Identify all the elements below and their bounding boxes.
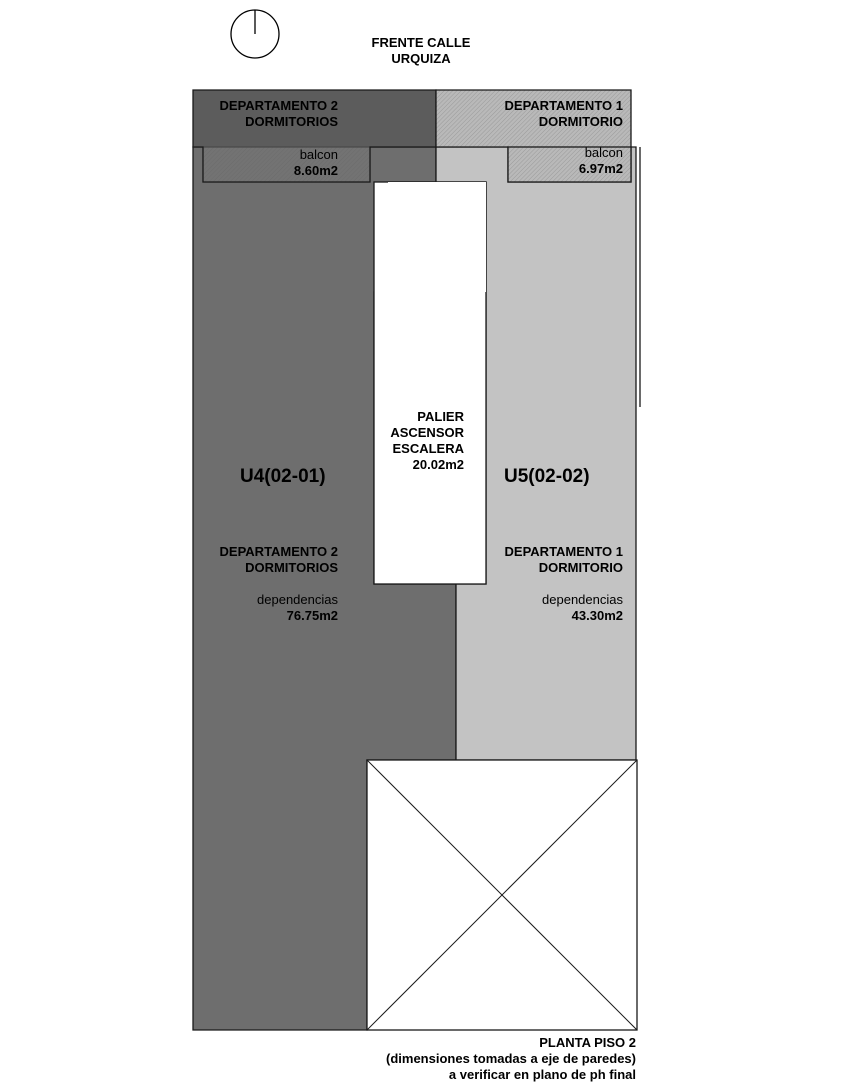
unit-u5-info [500,592,623,624]
core-label [376,409,464,473]
core-line3: ESCALERA [392,441,464,456]
plan-note-2: a verificar en plano de ph final [448,1067,636,1082]
unit-u5-area: 43.30m2 [571,608,623,623]
unit-u4-info [220,592,338,624]
balcony-left-label: balcon [299,147,338,162]
plan-caption [330,1035,636,1083]
unit-u5-code: U5(02-02) [504,466,590,487]
unit-u5-line1: DEPARTAMENTO 1 [504,544,623,559]
unit-u5-label: dependencias [542,592,623,607]
unit-u4-line1: DEPARTAMENTO 2 [219,544,338,559]
light-well [367,760,637,1030]
balcony-right-line2: DORMITORIO [538,114,623,129]
core-line2: ASCENSOR [390,425,464,440]
balcony-left-line2: DORMITORIOS [245,114,338,129]
plan-note-1: (dimensiones tomadas a eje de paredes) [386,1051,636,1066]
balcony-right-area: 6.97m2 [578,161,623,176]
unit-u4-title [200,544,338,576]
unit-u4-label: dependencias [257,592,338,607]
core-area-value: 20.02m2 [412,457,464,472]
plan-title: PLANTA PISO 2 [539,1035,636,1050]
core-upper [388,182,486,292]
core-line1: PALIER [417,409,464,424]
street-label [360,35,482,67]
balcony-left-area: 8.60m2 [293,163,338,178]
balcony-left-title [200,98,338,130]
unit-u4-code: U4(02-01) [240,466,326,487]
unit-u4-area: 76.75m2 [286,608,338,623]
balcony-left-info [240,147,338,179]
unit-u5-line2: DORMITORIO [538,560,623,575]
street-line2: URQUIZA [391,51,451,66]
balcony-left-line1: DEPARTAMENTO 2 [219,98,338,113]
street-line1: FRENTE CALLE [371,35,471,50]
balcony-right-title [470,98,623,130]
balcony-right-info [523,145,623,177]
north-arrow-icon [231,10,279,58]
balcony-right-line1: DEPARTAMENTO 1 [504,98,623,113]
unit-u5-title [470,544,623,576]
balcony-right-label: balcon [584,145,623,160]
unit-u4-line2: DORMITORIOS [245,560,338,575]
